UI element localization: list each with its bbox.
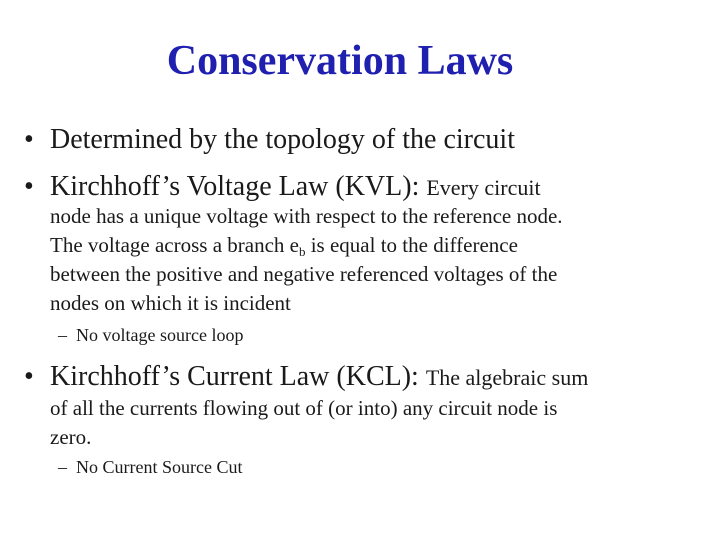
bullet-text: Determined by the topology of the circuit bbox=[50, 124, 515, 155]
kcl-line: zero. bbox=[50, 425, 92, 449]
kvl-sub-text: No voltage source loop bbox=[76, 325, 244, 345]
dash-icon: – bbox=[58, 325, 67, 345]
kcl-body bbox=[50, 394, 670, 452]
kvl-body bbox=[50, 202, 670, 318]
kvl-line: node has a unique voltage with respect to the reference node. bbox=[50, 204, 563, 228]
bullet-dot-icon: • bbox=[24, 171, 34, 202]
bullet-dot-icon: • bbox=[24, 124, 34, 155]
kvl-heading-continuation: Every circuit bbox=[426, 175, 541, 200]
bullet-kvl bbox=[24, 170, 541, 205]
kvl-sub-bullet bbox=[58, 323, 243, 347]
kvl-line-part: is equal to the difference bbox=[305, 233, 518, 257]
branch-subscript: b bbox=[298, 244, 306, 259]
kvl-line: nodes on which it is incident bbox=[50, 291, 291, 315]
kvl-line-part: The voltage across a branch e bbox=[50, 233, 299, 257]
bullet-dot-icon: • bbox=[24, 361, 34, 392]
kcl-sub-text: No Current Source Cut bbox=[76, 457, 243, 477]
dash-icon: – bbox=[58, 457, 67, 477]
kcl-heading: Kirchhoff’s Current Law (KCL): bbox=[50, 361, 426, 392]
kvl-line: between the positive and negative referenced voltages of the bbox=[50, 262, 558, 286]
bullet-kcl bbox=[24, 360, 588, 395]
kcl-line: of all the currents flowing out of (or into) any circuit node is bbox=[50, 396, 558, 420]
kcl-sub-bullet bbox=[58, 455, 242, 479]
kvl-line bbox=[50, 231, 670, 260]
kcl-heading-continuation: The algebraic sum bbox=[425, 365, 589, 390]
kvl-heading: Kirchhoff’s Voltage Law (KVL): bbox=[50, 171, 427, 202]
slide-title: Conservation Laws bbox=[166, 38, 514, 84]
bullet-topology bbox=[24, 123, 515, 157]
